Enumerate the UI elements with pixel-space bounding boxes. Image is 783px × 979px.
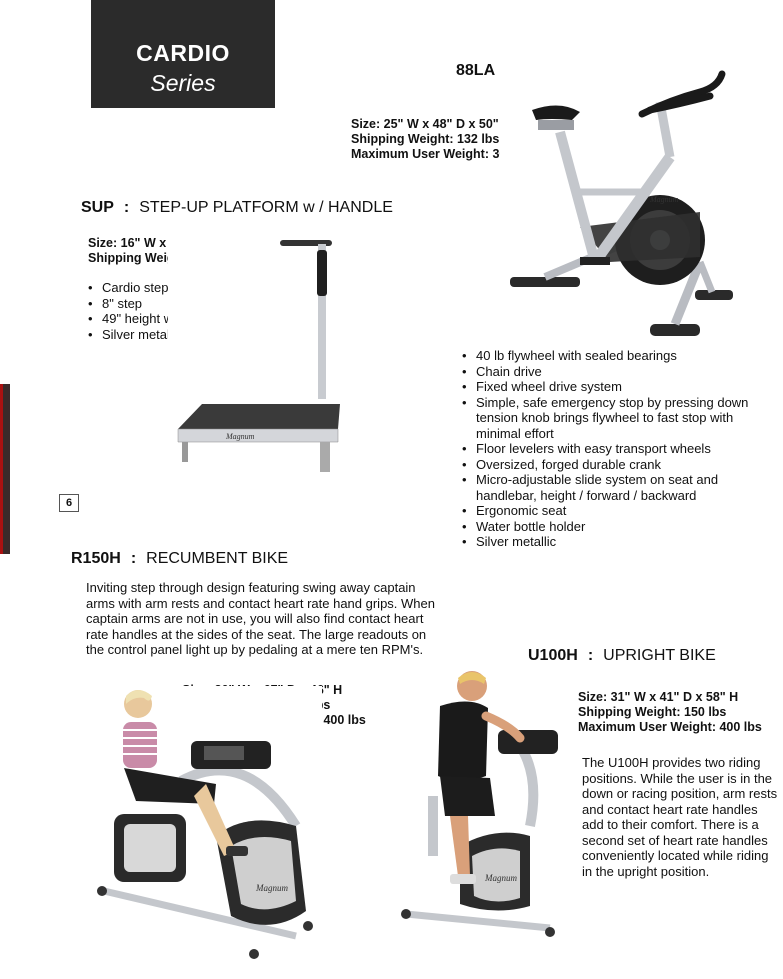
- exercise-bike-image: [500, 62, 745, 344]
- brand-logo: Magnum: [256, 883, 288, 893]
- product-name: EXERCISE BIKE: [520, 62, 643, 79]
- product-name: RECUMBENT BIKE: [146, 550, 289, 567]
- product-name: STEP-UP PLATFORM w / HANDLE: [139, 199, 393, 216]
- spec-shipping-weight: Shipping Weight: 150 lbs: [578, 705, 727, 719]
- brand-logo: Magnum: [485, 873, 517, 883]
- list-item: • Oversized, forged durable crank: [462, 457, 772, 473]
- spec-size: Size: 25" W x 48" D x 50" H: [351, 117, 512, 131]
- list-item: • 40 lb flywheel with sealed bearings: [462, 348, 772, 364]
- series-title-box: [91, 0, 275, 108]
- recumbent-bike-image: [96, 686, 322, 960]
- spec-max-user-weight: Maximum User Weight: 300 lbs: [351, 147, 535, 161]
- product-code: R150H: [71, 550, 121, 567]
- list-item: • Cardio step-up platform: [88, 280, 278, 296]
- list-item: • Simple, safe emergency stop by pressing down tension knob brings flywheel to fast stop with minimal effort: [462, 395, 772, 442]
- step-platform-image: [168, 236, 346, 474]
- upright-bike-image: [400, 666, 568, 944]
- brand-logo: Magnum: [650, 195, 679, 204]
- list-item: • 49" height w / handle: [88, 311, 278, 327]
- product-code: 88LA: [456, 62, 496, 79]
- list-item: • Ergonomic seat: [462, 503, 772, 519]
- spec-shipping-weight: Shipping Weight: 210 lbs: [182, 698, 331, 712]
- list-item: • Silver metallic: [462, 534, 772, 550]
- list-item: • Chain drive: [462, 364, 772, 380]
- features-88la: [462, 348, 772, 550]
- list-item: • 8" step: [88, 296, 278, 312]
- series-title: CARDIO: [136, 40, 230, 66]
- list-item: • Water bottle holder: [462, 519, 772, 535]
- spec-shipping-weight: Shipping Weight: 132 lbs: [351, 132, 500, 146]
- spec-max-user-weight: Maximum User Weight: 400 lbs: [578, 720, 762, 734]
- list-item: • Fixed wheel drive system: [462, 379, 772, 395]
- spec-max-user-weight: Maximum User Weight: 400 lbs: [182, 713, 366, 727]
- description-r150h: Inviting step through design featuring swing away captain arms with arm rests and contact heart rate hand grips. When captain arms are not in use, you will also find contact heart rate handles at the sides of the seat. The large readouts on the control panel light up by pedaling at a mere ten RPM's.: [86, 580, 435, 657]
- series-subtitle: Series: [150, 70, 216, 96]
- page-number: 6: [59, 494, 79, 512]
- spec-size: Size: 30" W x 67" D x 46" H: [182, 683, 343, 697]
- specs-u100h: [578, 690, 762, 735]
- heading-sup: SUP : STEP-UP PLATFORM w / HANDLE: [81, 199, 393, 216]
- heading-u100h: U100H : UPRIGHT BIKE: [528, 647, 716, 664]
- list-item: • Micro-adjustable slide system on seat and handlebar, height / forward / backward: [462, 472, 772, 503]
- list-item: • Silver metallic: [88, 327, 278, 343]
- heading-r150h: R150H : RECUMBENT BIKE: [71, 550, 289, 567]
- product-name: UPRIGHT BIKE: [603, 647, 716, 664]
- page-edge-tab: [0, 384, 10, 554]
- product-code: U100H: [528, 647, 578, 664]
- brand-logo: Magnum: [226, 432, 255, 441]
- spec-size: Size: 31" W x 41" D x 58" H: [578, 690, 739, 704]
- spec-size: Size: 16" W x 36" D x 49" H: [88, 236, 249, 250]
- heading-88la: 88LA : EXERCISE BIKE: [456, 62, 643, 79]
- spec-shipping-weight: Shipping Weight: 75 lbs: [88, 251, 230, 265]
- description-u100h: The U100H provides two riding positions. While the user is in the down or racing position, arm rests and contact heart rate handles add to their comfort. There is a second set of heart rate handles conveniently located while riding in the upright position.: [582, 755, 778, 879]
- list-item: • Floor levelers with easy transport wheels: [462, 441, 772, 457]
- product-code: SUP: [81, 199, 114, 216]
